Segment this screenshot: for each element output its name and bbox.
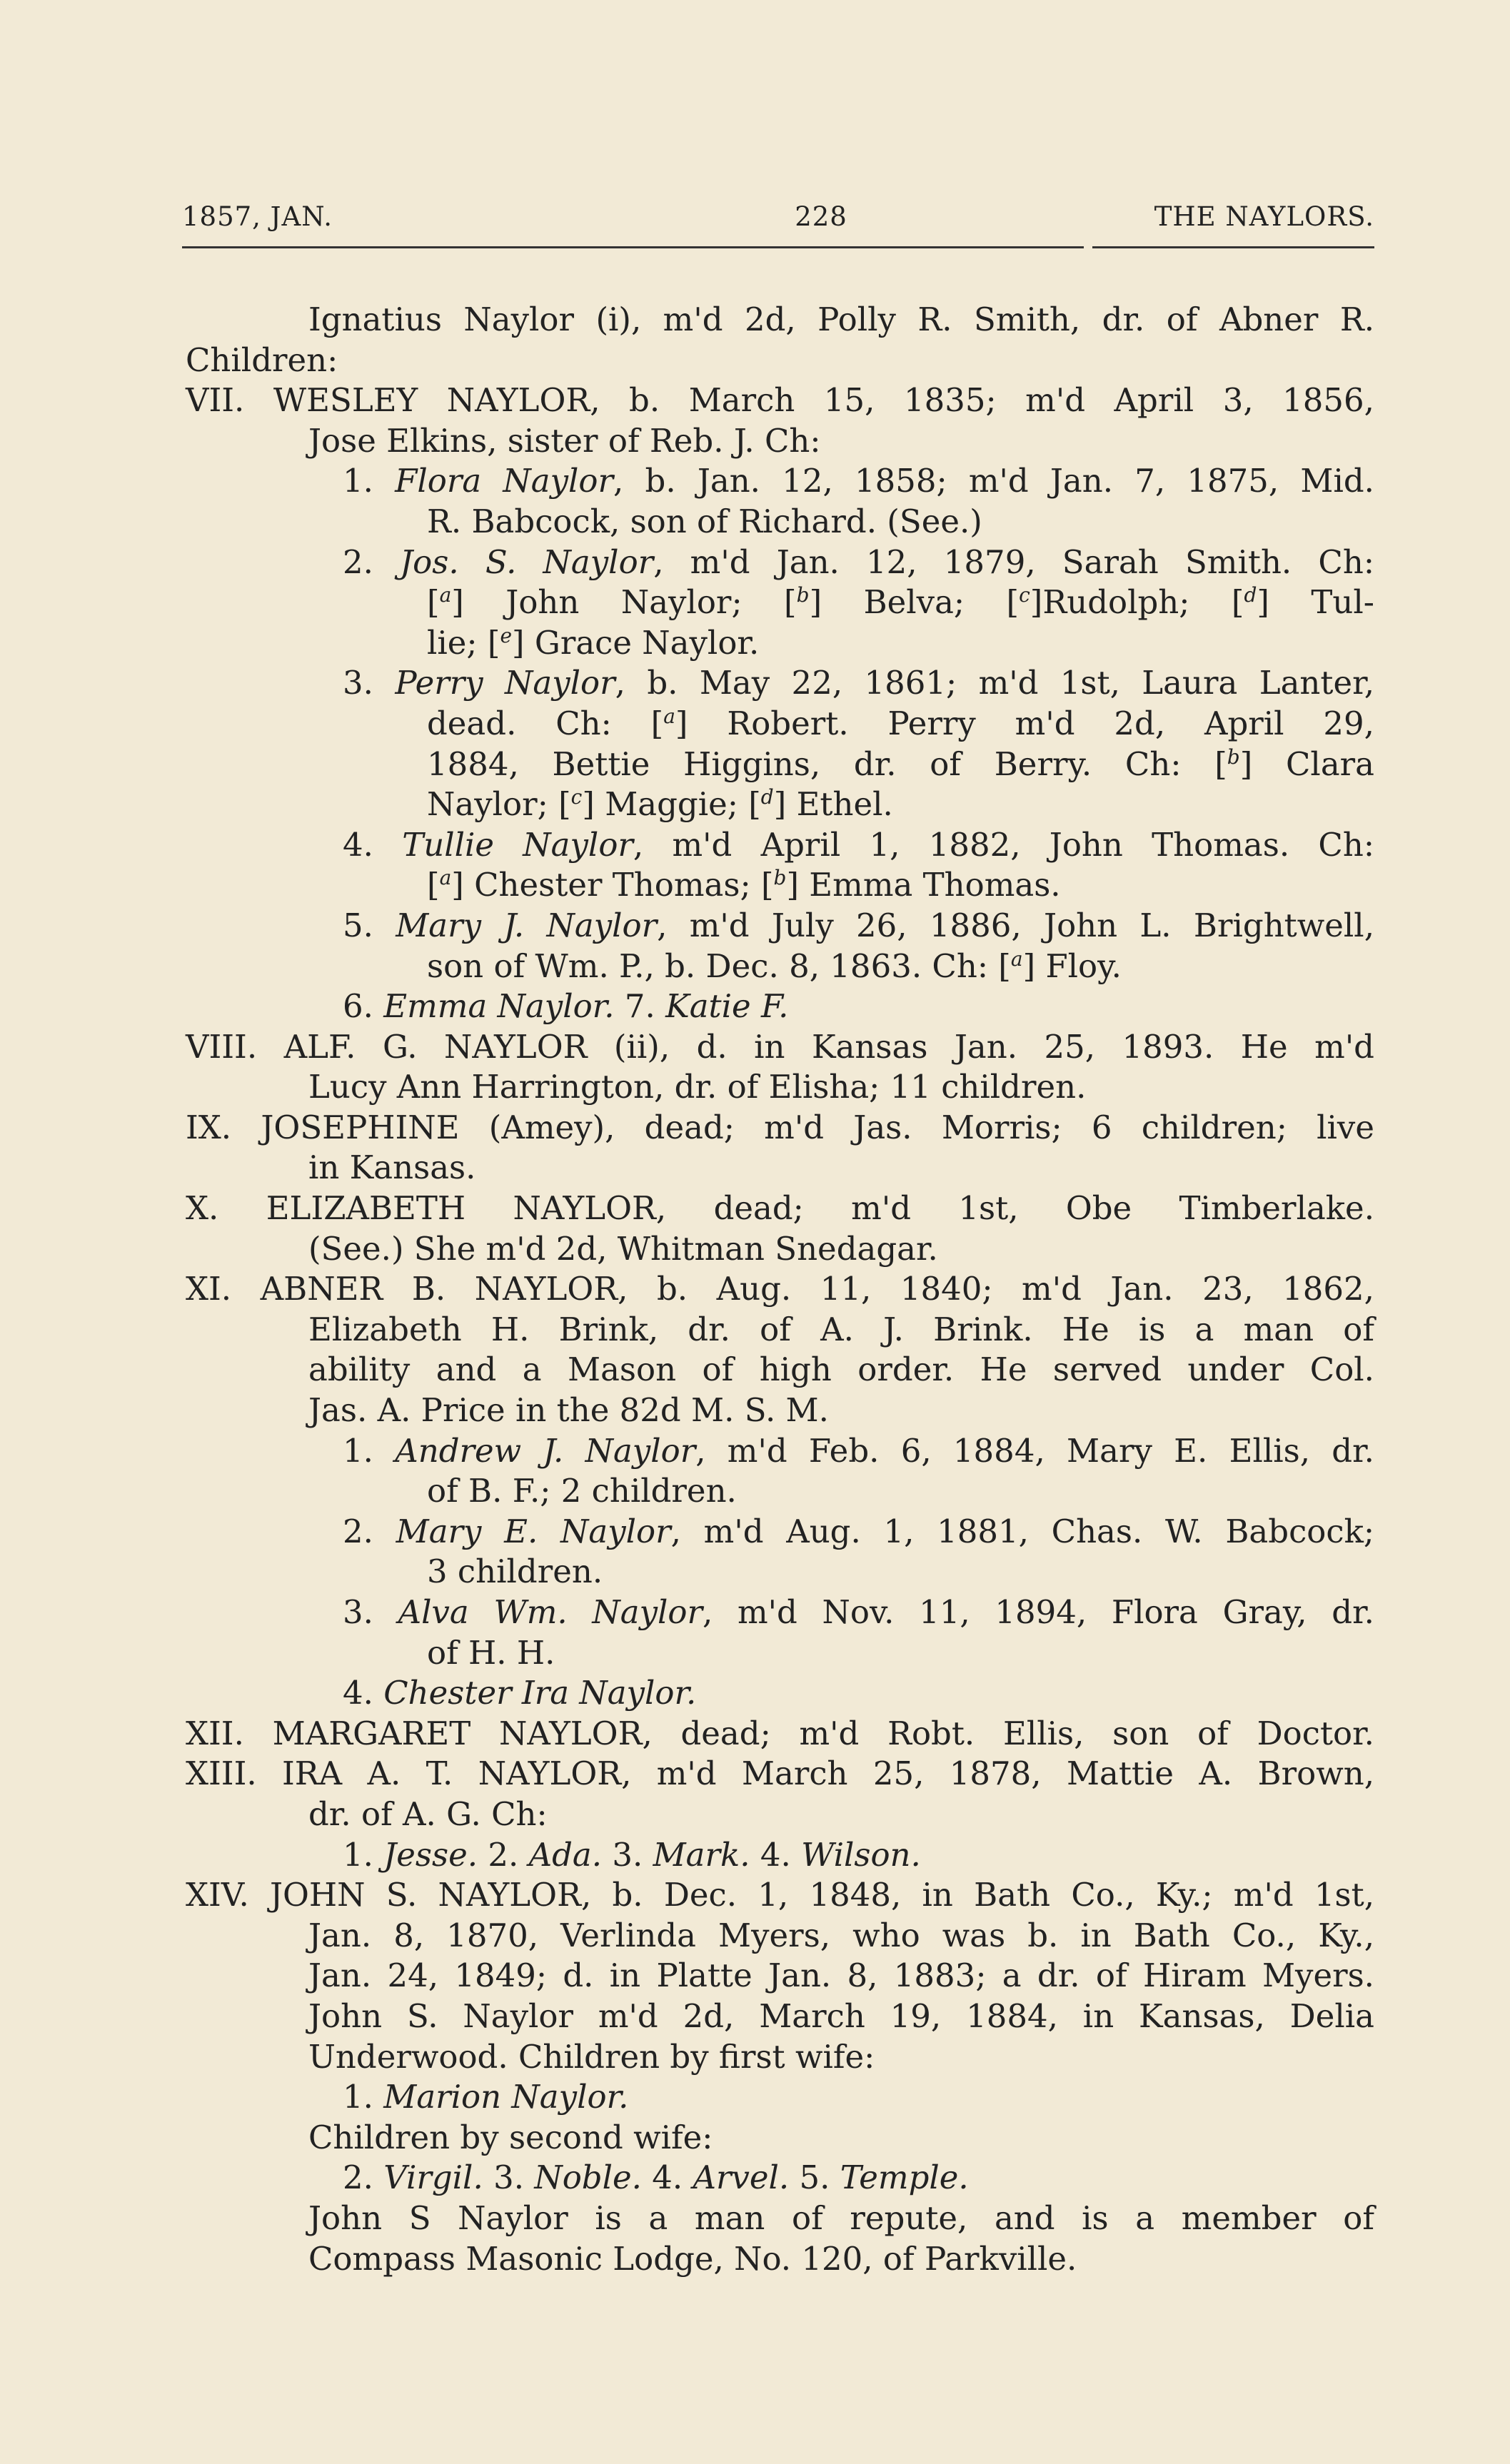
text-run: Elizabeth H. Brink, dr. of A. J. Brink. He is a man of [308, 1310, 1374, 1348]
text-line [186, 704, 1374, 744]
text-run: XIV. JOHN S. NAYLOR, b. Dec. 1, 1848, in Bath Co., Ky.; m'd 1st, [186, 1876, 1374, 1914]
text-run: Ignatius Naylor (i), m'd 2d, Polly R. Smith, dr. of Abner R. [308, 301, 1374, 338]
text-line [186, 906, 1374, 946]
text-run: Jan. 8, 1870, Verlinda Myers, who was b. in Bath Co., Ky., [308, 1916, 1374, 1954]
text-line [186, 542, 1374, 583]
text-run: 1. [343, 462, 396, 500]
text-run: 6. [343, 987, 384, 1026]
text-run: XI. ABNER B. NAYLOR, b. Aug. 11, 1840; m'd Jan. 23, 1862, [186, 1270, 1374, 1308]
text-run: Naylor; [ [427, 785, 571, 824]
text-run: in Kansas. [308, 1148, 476, 1187]
text-run: , m'd April 1, 1882, John Thomas. Ch: [633, 825, 1374, 864]
text-line [186, 2239, 1374, 2280]
text-run: ] Maggie; [ [582, 785, 761, 824]
text-run: 3. [343, 664, 396, 702]
text-line [186, 1471, 1374, 1512]
text-run: son of Wm. P., b. Dec. 8, 1863. Ch: [ [427, 946, 1011, 985]
text-run: , m'd Nov. 11, 1894, Flora Gray, dr. [703, 1593, 1374, 1631]
text-line [186, 1027, 1374, 1068]
text-run: ] Ethel. [773, 785, 893, 824]
text-line [186, 2118, 1374, 2158]
text-run: , m'd Feb. 6, 1884, Mary E. Ellis, dr. [695, 1431, 1374, 1470]
text-line [186, 1390, 1374, 1431]
header-rule-left [182, 246, 1084, 248]
person-name: Katie F. [665, 987, 789, 1026]
text-run: 5. [789, 2158, 840, 2197]
text-line [186, 461, 1374, 502]
text-run: [ [427, 866, 440, 904]
text-run: 1884, Bettie Higgins, dr. of Berry. Ch: [ [427, 744, 1227, 783]
person-name: Virgil. [383, 2158, 483, 2197]
genealogy-text [186, 300, 1374, 2279]
text-run: John S Naylor is a man of repute, and is a member of [308, 2198, 1374, 2237]
text-line [186, 1350, 1374, 1390]
text-line [186, 1148, 1374, 1188]
text-run: ] Floy. [1022, 946, 1122, 985]
text-line [186, 1512, 1374, 1552]
superscript-letter: b [773, 866, 787, 890]
text-line [186, 1875, 1374, 1916]
person-name: Andrew J. Naylor [395, 1431, 696, 1470]
text-line [186, 1269, 1374, 1310]
person-name: Jos. S. Naylor [400, 542, 654, 581]
person-name: Emma Naylor. [383, 987, 615, 1026]
superscript-letter: d [760, 785, 774, 809]
text-run: VIII. ALF. G. NAYLOR (ii), d. in Kansas Jan. 25, 1893. He m'd [186, 1027, 1374, 1066]
person-name: Ada. [528, 1835, 603, 1874]
person-name: Arvel. [693, 2158, 790, 2197]
text-run: , m'd July 26, 1886, John L. Brightwell, [657, 906, 1374, 944]
text-run: , m'd Jan. 12, 1879, Sarah Smith. Ch: [653, 542, 1374, 581]
text-run: XII. MARGARET NAYLOR, dead; m'd Robt. Ellis, son of Doctor. [186, 1714, 1374, 1752]
header-rule-right [1092, 246, 1374, 248]
text-run: 1. [343, 2078, 384, 2116]
superscript-letter: a [439, 866, 452, 890]
text-run: VII. WESLEY NAYLOR, b. March 15, 1835; m'd April 3, 1856, [186, 381, 1374, 420]
superscript-letter: e [500, 623, 513, 647]
text-run: dr. of A. G. Ch: [308, 1794, 548, 1833]
person-name: Alva Wm. Naylor [398, 1593, 703, 1631]
text-line [186, 502, 1374, 542]
person-name: Chester Ira Naylor. [383, 1674, 697, 1712]
text-run: 7. [614, 987, 666, 1026]
text-run: , b. May 22, 1861; m'd 1st, Laura Lanter, [615, 664, 1374, 702]
text-line [186, 2198, 1374, 2239]
text-run: 4. [750, 1835, 802, 1874]
text-line [186, 1310, 1374, 1350]
text-line [186, 946, 1374, 987]
text-run: ] Clara [1239, 744, 1374, 783]
text-line [186, 1229, 1374, 1270]
text-run: Compass Masonic Lodge, No. 120, of Parkville. [308, 2239, 1077, 2278]
text-run: Jan. 24, 1849; d. in Platte Jan. 8, 1883; a dr. of Hiram Myers. [308, 1956, 1374, 1995]
text-run: Lucy Ann Harrington, dr. of Elisha; 11 children. [308, 1068, 1087, 1106]
text-run: XIII. IRA A. T. NAYLOR, m'd March 25, 1878, Mattie A. Brown, [186, 1754, 1374, 1793]
text-line [186, 1108, 1374, 1148]
text-run: Underwood. Children by first wife: [308, 2037, 875, 2076]
text-run: 2. [343, 2158, 384, 2197]
text-run: of H. H. [427, 1633, 555, 1672]
superscript-letter: a [663, 704, 675, 728]
text-line [186, 1916, 1374, 1956]
person-name: Noble. [534, 2158, 642, 2197]
text-run: Jas. A. Price in the 82d M. S. M. [308, 1391, 829, 1430]
text-line [186, 1067, 1374, 1108]
text-line [186, 421, 1374, 462]
text-line [186, 744, 1374, 785]
text-run: 1. [343, 1431, 396, 1470]
header-date: 1857, JAN. [182, 201, 333, 232]
text-line [186, 2037, 1374, 2078]
text-line [186, 1552, 1374, 1592]
text-run: 4. [343, 825, 403, 864]
text-run: Children: [186, 340, 338, 379]
text-run: 3. [602, 1835, 653, 1874]
superscript-letter: a [439, 583, 452, 607]
text-line [186, 1188, 1374, 1229]
text-run: Children by second wife: [308, 2118, 713, 2156]
text-run: of B. F.; 2 children. [427, 1472, 737, 1510]
person-name: Temple. [840, 2158, 969, 2197]
text-run: 5. [343, 906, 396, 944]
text-run: ]Rudolph; [ [1030, 583, 1244, 622]
text-run: 4. [641, 2158, 693, 2197]
text-run: 1. [343, 1835, 384, 1874]
text-run: 2. [343, 542, 401, 581]
text-line [186, 1633, 1374, 1674]
text-line [186, 1431, 1374, 1472]
text-run: ability and a Mason of high order. He served under Col. [308, 1350, 1374, 1389]
person-name: Flora Naylor [395, 462, 614, 500]
superscript-letter: b [1227, 744, 1240, 769]
text-line [186, 300, 1374, 340]
person-name: Wilson. [801, 1835, 921, 1874]
text-run: ] John Naylor; [ [451, 583, 797, 622]
text-run: ] Belva; [ [809, 583, 1020, 622]
text-line [186, 1996, 1374, 2037]
text-line [186, 1673, 1374, 1714]
superscript-letter: a [1010, 946, 1023, 971]
text-run: John S. Naylor m'd 2d, March 19, 1884, in Kansas, Delia [308, 1996, 1374, 2035]
text-line [186, 2077, 1374, 2118]
text-run: dead. Ch: [ [427, 704, 664, 742]
text-run: lie; [ [427, 623, 500, 662]
header-title: THE NAYLORS. [1154, 201, 1374, 232]
text-run: 2. [343, 1512, 396, 1550]
page-number: 228 [795, 201, 847, 232]
text-run: (See.) She m'd 2d, Whitman Snedagar. [308, 1229, 938, 1268]
text-run: 3. [343, 1593, 398, 1631]
text-line [186, 1956, 1374, 1996]
person-name: Mark. [653, 1835, 750, 1874]
text-line [186, 380, 1374, 421]
person-name: Tullie Naylor [402, 825, 633, 864]
text-line [186, 986, 1374, 1027]
text-run: R. Babcock, son of Richard. (See.) [427, 502, 982, 540]
text-line [186, 1714, 1374, 1754]
text-run: , m'd Aug. 1, 1881, Chas. W. Babcock; [670, 1512, 1374, 1550]
text-run: ] Chester Thomas; [ [451, 866, 774, 904]
text-line [186, 825, 1374, 866]
text-line [186, 865, 1374, 906]
text-run: 3. [483, 2158, 535, 2197]
text-line [186, 582, 1374, 623]
person-name: Mary E. Naylor [396, 1512, 671, 1550]
superscript-letter: c [1019, 583, 1030, 607]
text-run: ] Tul- [1257, 583, 1374, 622]
person-name: Mary J. Naylor [396, 906, 658, 944]
text-run: ] Grace Naylor. [512, 623, 760, 662]
text-run: 4. [343, 1674, 384, 1712]
text-run: Jose Elkins, sister of Reb. J. Ch: [308, 421, 821, 460]
text-run: 2. [478, 1835, 529, 1874]
person-name: Perry Naylor [395, 664, 615, 702]
text-line [186, 784, 1374, 825]
text-line [186, 2158, 1374, 2198]
person-name: Marion Naylor. [383, 2078, 629, 2116]
superscript-letter: c [570, 785, 583, 809]
superscript-letter: b [796, 583, 810, 607]
text-line [186, 1754, 1374, 1794]
text-run: [ [427, 583, 440, 622]
text-line [186, 1592, 1374, 1633]
text-line [186, 340, 1374, 381]
text-run: X. ELIZABETH NAYLOR, dead; m'd 1st, Obe Timberlake. [186, 1189, 1374, 1228]
superscript-letter: d [1244, 583, 1257, 607]
text-line [186, 623, 1374, 664]
text-line [186, 1835, 1374, 1876]
text-line [186, 663, 1374, 704]
text-line [186, 1794, 1374, 1835]
text-run: ] Robert. Perry m'd 2d, April 29, [675, 704, 1374, 742]
text-run: 3 children. [427, 1552, 603, 1591]
person-name: Jesse. [383, 1835, 478, 1874]
text-run: ] Emma Thomas. [786, 866, 1061, 904]
text-run: , b. Jan. 12, 1858; m'd Jan. 7, 1875, Mid. [613, 462, 1374, 500]
text-run: IX. JOSEPHINE (Amey), dead; m'd Jas. Morris; 6 children; live [186, 1108, 1374, 1146]
